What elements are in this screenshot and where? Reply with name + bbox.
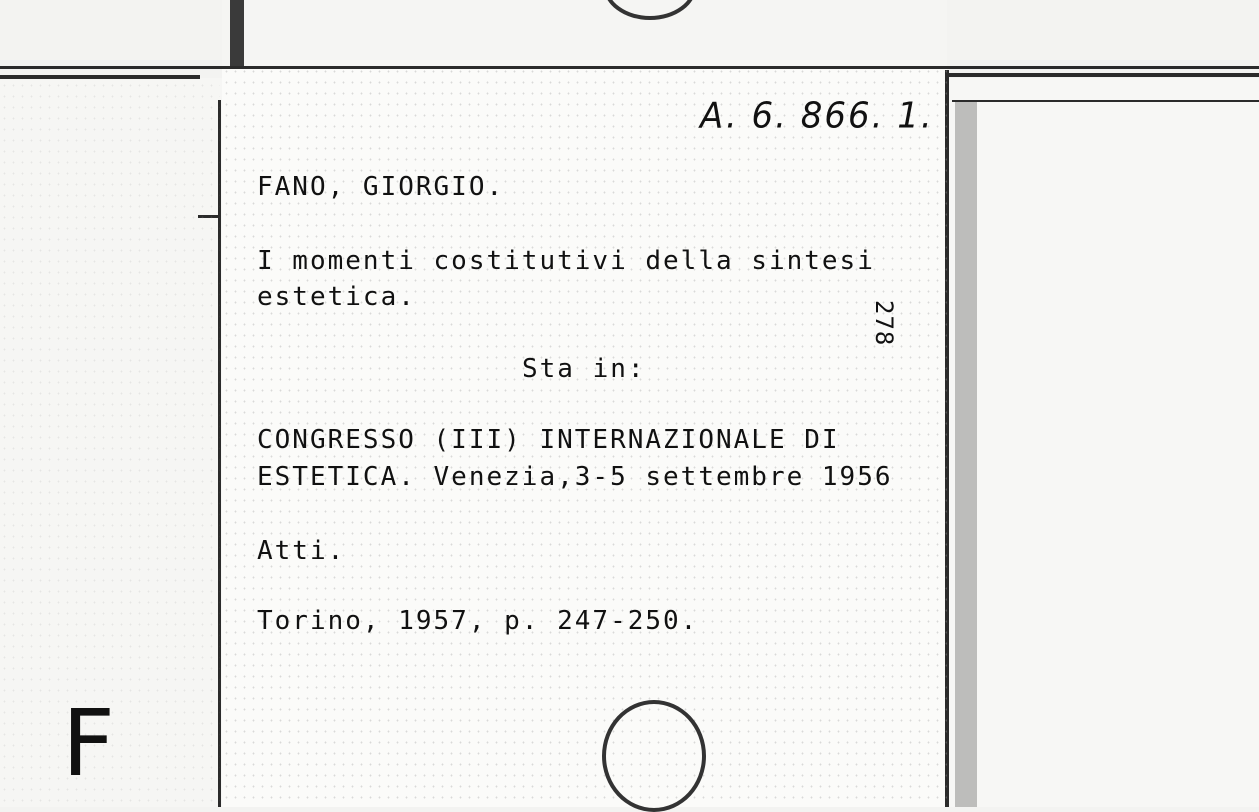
right-card-band [955, 102, 977, 807]
shelfmark: A. 6. 866. 1. [700, 95, 934, 137]
source-line-1: CONGRESSO (III) INTERNAZIONALE DI [257, 425, 840, 455]
side-number: 278 [870, 300, 898, 347]
source-line-2: ESTETICA. Venezia,3-5 settembre 1956 [257, 462, 893, 492]
imprint-line: Torino, 1957, p. 247-250. [257, 606, 699, 636]
right-card-top-border [947, 73, 1259, 77]
title-line-2: estetica. [257, 282, 416, 312]
left-card-top-border [0, 75, 200, 79]
source-line-3: Atti. [257, 536, 346, 566]
top-card-strip [222, 0, 947, 66]
adjacent-card-right [947, 78, 1259, 807]
card-top-edge-left [0, 66, 226, 69]
title-line-1: I momenti costitutivi della sintesi [257, 246, 875, 276]
in-label: Sta in: [522, 354, 646, 384]
author-heading: FANO, GIORGIO. [257, 172, 505, 202]
punch-hole [602, 700, 706, 812]
adjacent-card-letter: F [62, 690, 115, 797]
card-left-edge-top [230, 0, 244, 66]
right-card-inner-border [952, 100, 1259, 102]
